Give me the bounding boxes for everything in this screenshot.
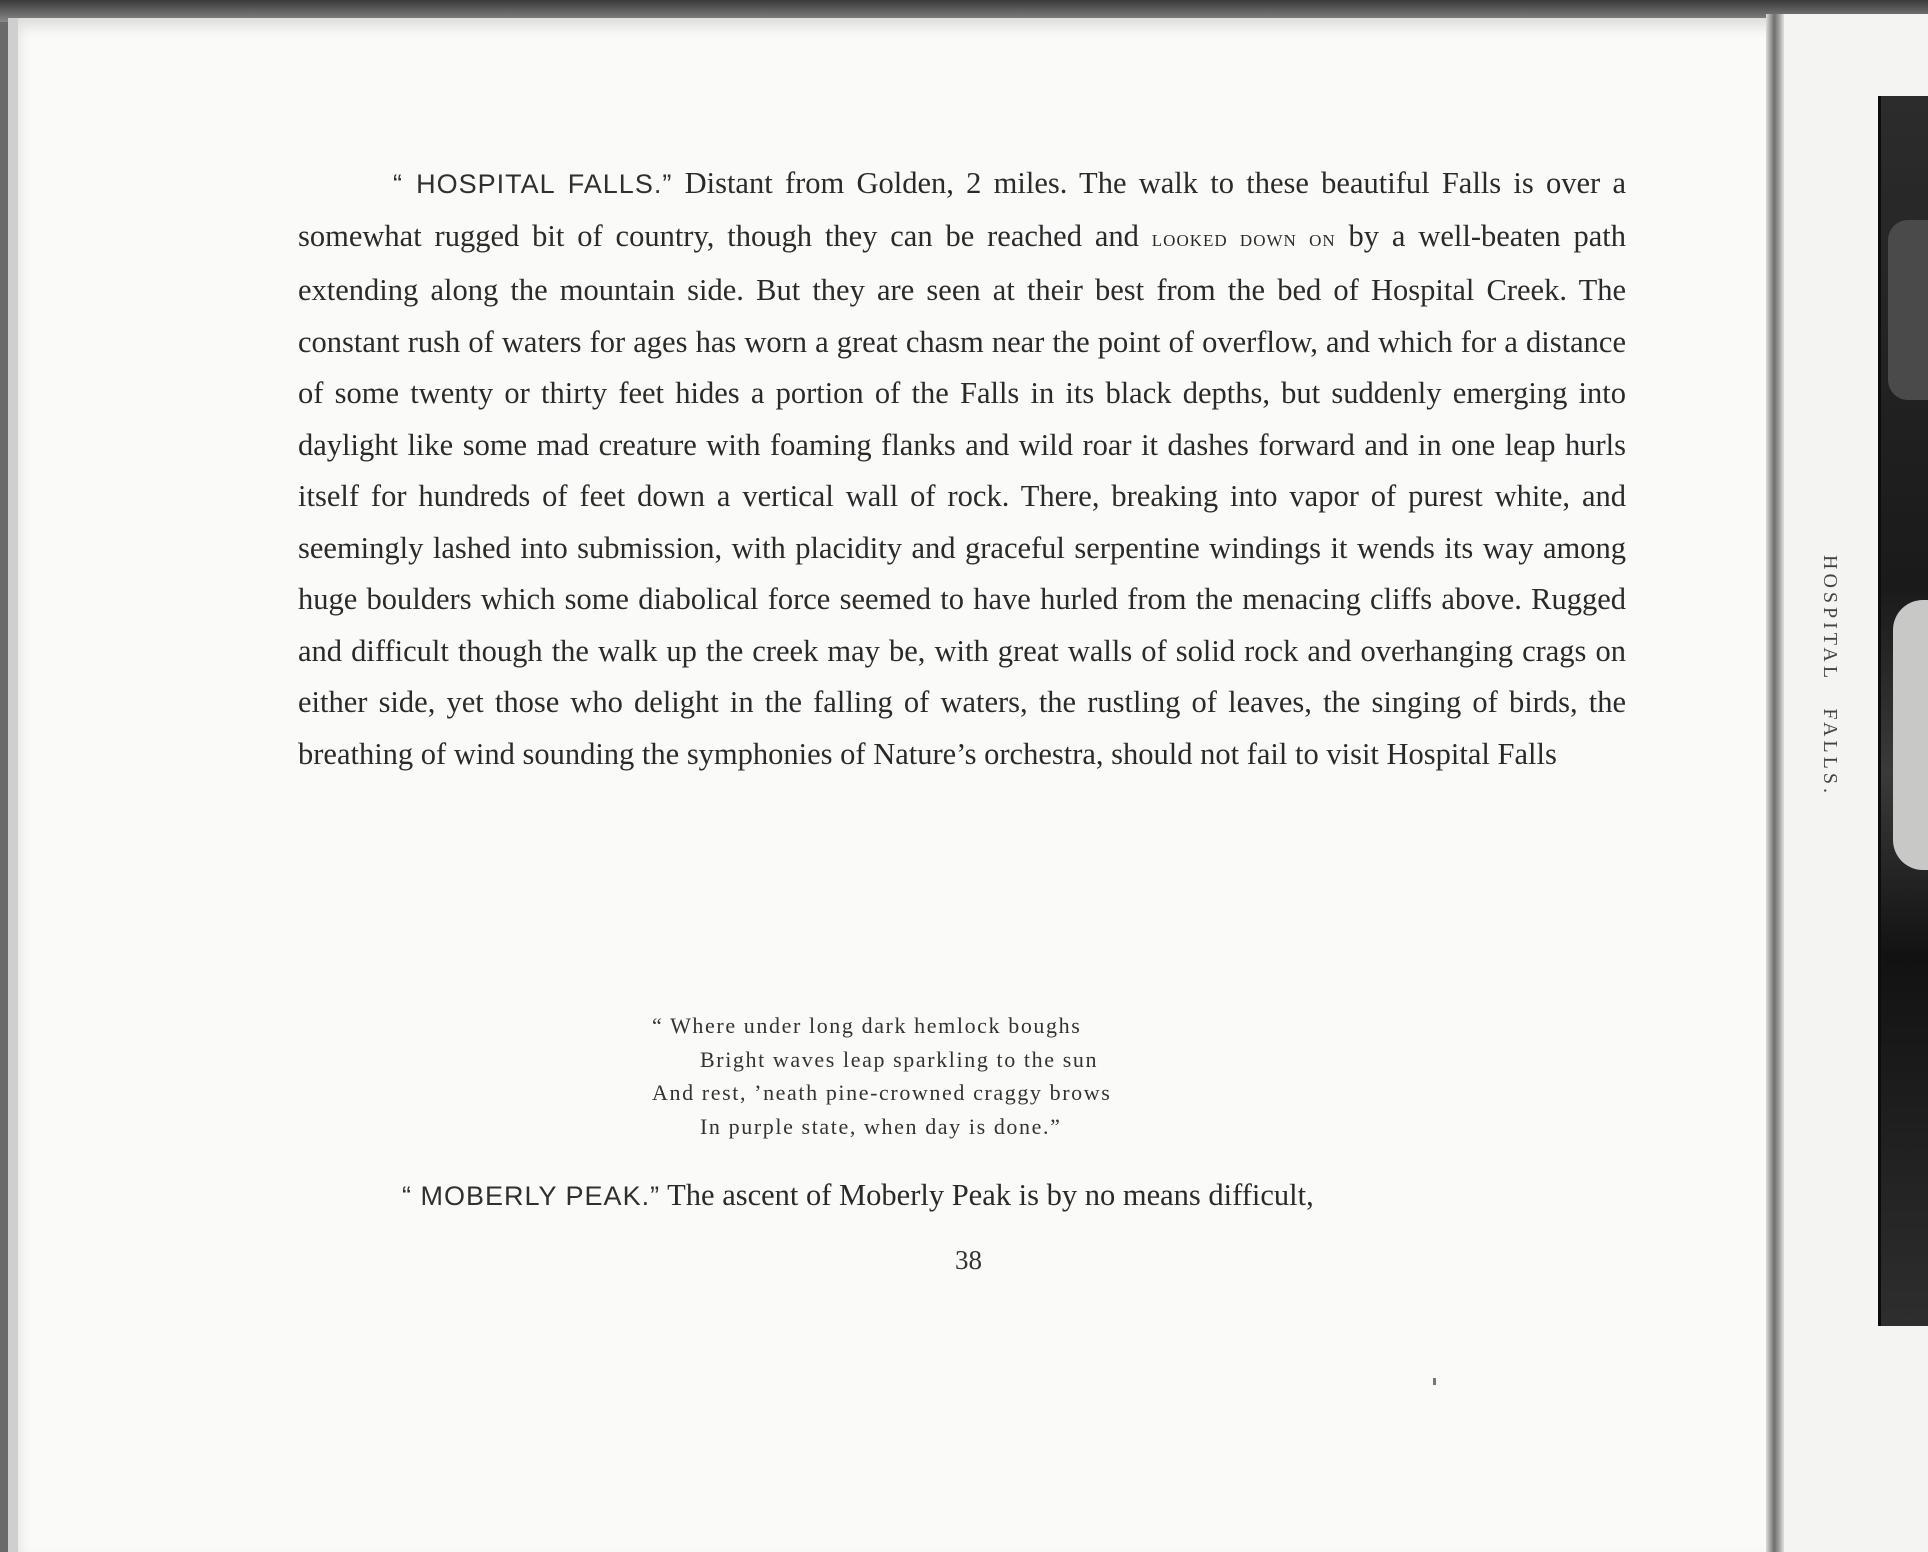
paragraph-moberly-peak <box>402 1178 1314 1213</box>
verse-line: And rest, ’neath pine-crowned craggy brows <box>652 1080 1112 1105</box>
verse-line: Bright waves leap sparkling to the sun <box>700 1046 1099 1072</box>
facing-photo-detail <box>1888 220 1928 400</box>
paragraph-hospital-falls <box>298 158 1626 780</box>
verse-line: “ Where under long dark hemlock boughs <box>652 1013 1082 1038</box>
paragraph-heading: “ MOBERLY PEAK.” <box>402 1181 661 1211</box>
paragraph-small-caps-text: looked down on <box>1151 225 1336 252</box>
book-gutter <box>1766 14 1784 1552</box>
paper-speck <box>1433 1378 1436 1385</box>
paragraph-text-continued: by a well-beaten path extending along the mountain side. But they are seen at their best from the bed of Hospital Creek. The constant rush of waters for ages has worn a great chasm near the point of overflow, and which for a distance of some twenty or thirty feet hides a portion of the Falls in its black depths, but suddenly emerging into daylight like some mad creature with foaming flanks and wild roar it dashes forward and in one leap hurls itself for hundreds of feet down a vertical wall of rock. There, breaking into vapor of purest white, and seemingly lashed into submission, with placidity and graceful serpentine windings it wends its way among huge boulders which some diabolical force seemed to have hurled from the menacing cliffs above. Rugged and difficult though the walk up the creek may be, with great walls of solid rock and overhanging crags on either side, yet those who delight in the falling of waters, the rustling of leaves, the singing of birds, the breathing of wind sounding the symphonies of Nature’s orchestra, should not fail to visit Hospital Falls <box>298 218 1626 771</box>
paragraph-text: Distant from Golden, 2 miles. The walk to these beautiful Falls is over a somewhat rugged bit of country, though they can be reached and <box>298 166 1626 253</box>
facing-photo-highlight <box>1893 600 1928 870</box>
verse-line: In purple state, when day is done.” <box>700 1113 1062 1139</box>
verse-quote <box>652 1009 1111 1143</box>
page-number: 38 <box>955 1245 982 1275</box>
facing-page-caption: HOSPITAL FALLS. <box>1819 555 1841 797</box>
main-text-block <box>298 158 1626 780</box>
paragraph-heading: “ HOSPITAL FALLS.” <box>393 169 673 199</box>
paragraph-text: The ascent of Moberly Peak is by no means difficult, <box>660 1178 1314 1212</box>
